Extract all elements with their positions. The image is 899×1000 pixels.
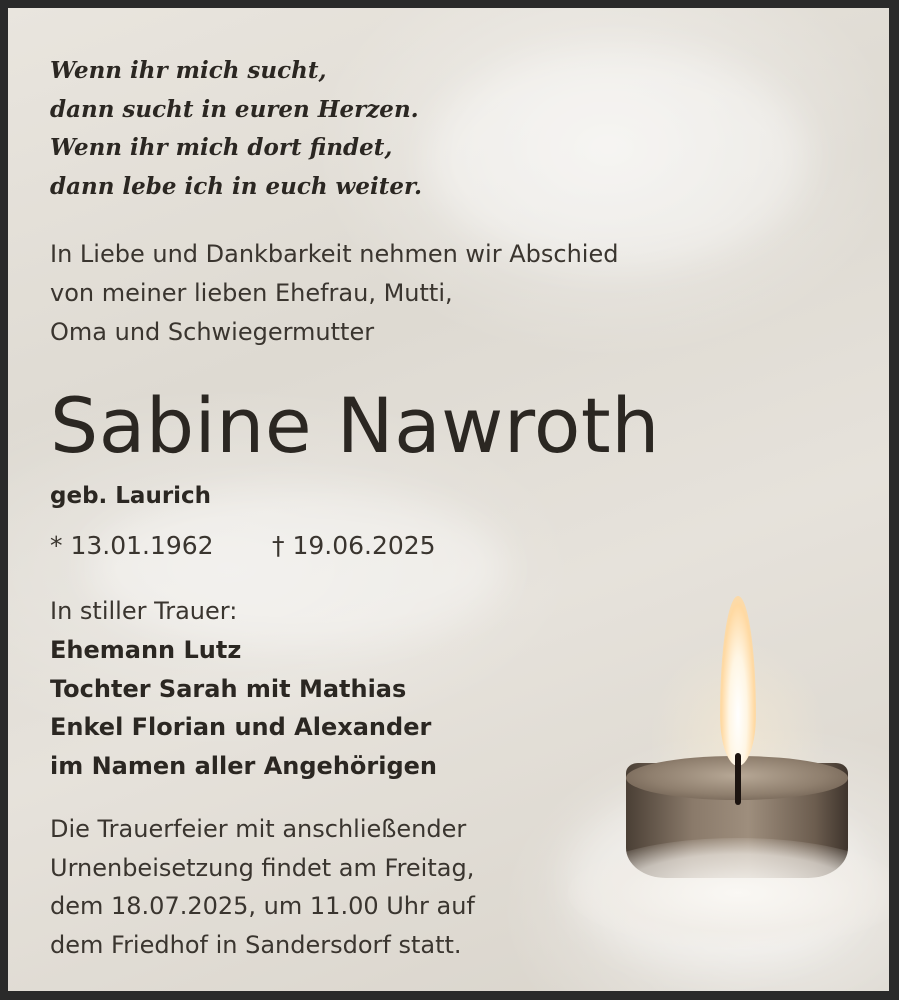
- poem-line: Wenn ihr mich sucht,: [50, 57, 327, 84]
- ceremony-line: Urnenbeisetzung findet am Freitag,: [50, 853, 475, 882]
- mourner: Tochter Sarah mit Mathias: [50, 674, 407, 703]
- intro-text: [50, 235, 618, 352]
- mourners-list: [50, 631, 437, 785]
- poem-line: Wenn ihr mich dort findet,: [50, 134, 393, 161]
- mourner: Enkel Florian und Alexander: [50, 713, 432, 741]
- mourner: Ehemann Lutz: [50, 636, 242, 664]
- death-date: † 19.06.2025: [272, 531, 436, 560]
- mourners-label: In stiller Trauer:: [50, 597, 238, 625]
- poem-line: dann sucht in euren Herzen.: [50, 95, 419, 123]
- mourner: im Namen aller Angehörigen: [50, 751, 438, 780]
- ceremony-info: [50, 810, 475, 964]
- intro-line: Oma und Schwiegermutter: [50, 318, 375, 346]
- fur-foreground: [568, 838, 889, 948]
- intro-line: von meiner lieben Ehefrau, Mutti,: [50, 279, 453, 307]
- candle-wick: [735, 753, 741, 805]
- poem: [50, 52, 422, 206]
- ceremony-line: Die Trauerfeier mit anschließender: [50, 815, 467, 843]
- candle-icon: [608, 578, 868, 938]
- birth-name: geb. Laurich: [50, 483, 212, 509]
- ceremony-line: dem Friedhof in Sandersdorf statt.: [50, 930, 462, 959]
- intro-line: In Liebe und Dankbarkeit nehmen wir Abschied: [50, 240, 619, 268]
- deceased-name: Sabine Nawroth: [50, 381, 660, 470]
- ceremony-line: dem 18.07.2025, um 11.00 Uhr auf: [50, 892, 475, 920]
- life-dates: [50, 526, 436, 566]
- birth-date: * 13.01.1962: [50, 531, 214, 560]
- poem-line: dann lebe ich in euch weiter.: [50, 172, 422, 200]
- obituary-card: [8, 8, 889, 991]
- flame-icon: [720, 596, 756, 766]
